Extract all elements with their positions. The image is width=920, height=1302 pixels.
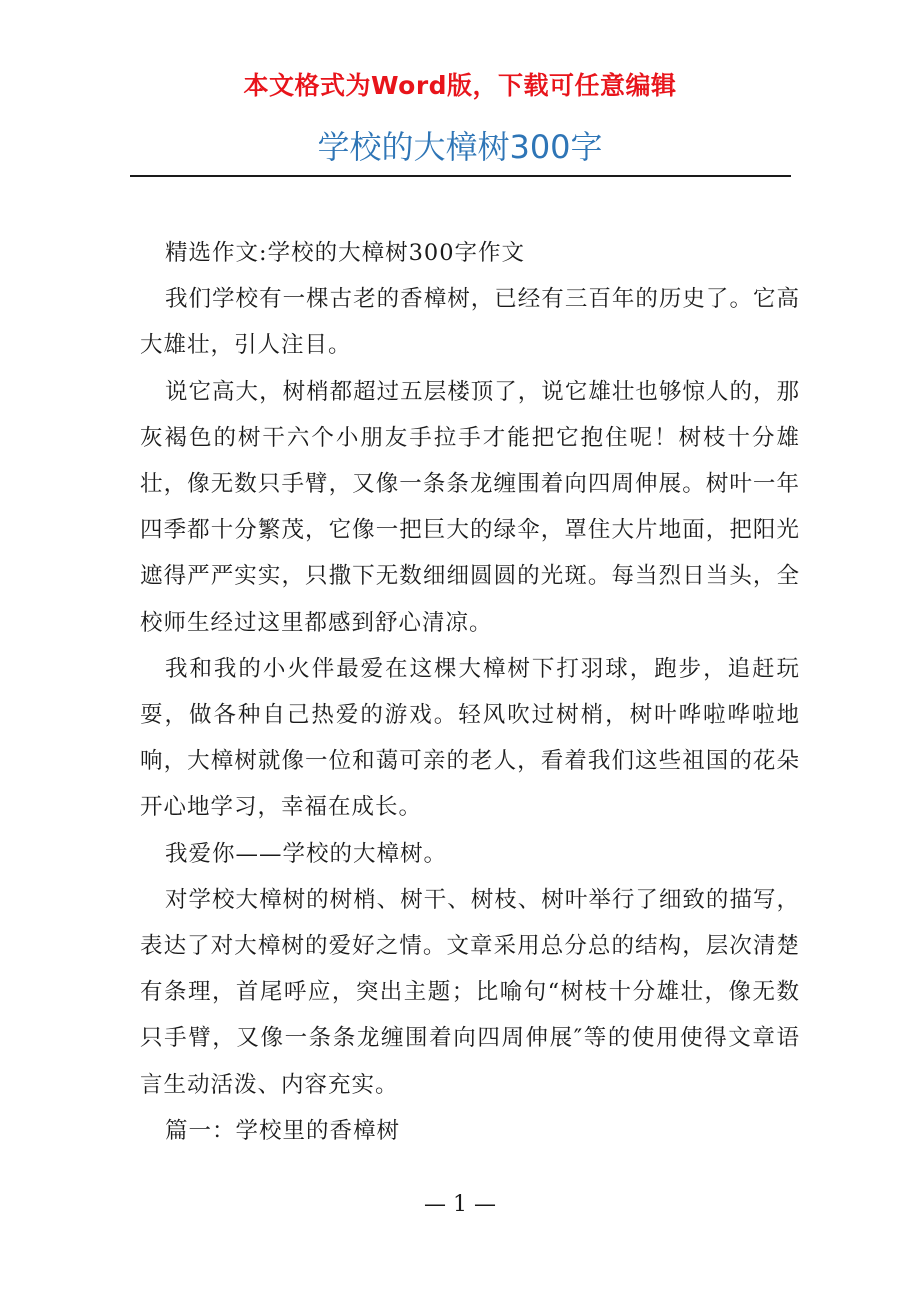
- document-title: 学校的大樟树300字: [317, 128, 603, 166]
- section-heading: 篇一：学校里的香樟树: [165, 1117, 401, 1144]
- page-number: — 1 —: [424, 1192, 496, 1217]
- document-body: [140, 230, 800, 1154]
- paragraph: 我爱你——学校的大樟树。: [165, 840, 448, 867]
- format-banner: 本文格式为Word版，下载可任意编辑: [243, 71, 677, 100]
- paragraph: 我和我的小火伴最爱在这棵大樟树下打羽球，跑步，追赶玩耍，做各种自己热爱的游戏。轻风吹过树梢，树叶哗啦哗啦地响，大樟树就像一位和蔼可亲的老人，看着我们这些祖国的花朵开心地学习，幸福在成长。: [140, 655, 800, 821]
- paragraph: 对学校大樟树的树梢、树干、树枝、树叶举行了细致的描写，表达了对大樟树的爱好之情。文章采用总分总的结构，层次清楚有条理，首尾呼应，突出主题；比喻句“树枝十分雄壮，像无数只手臂，又像一条条龙缠围着向四周伸展″等的使用使得文章语言生动活泼、内容充实。: [140, 886, 800, 1098]
- paragraph: 说它高大，树梢都超过五层楼顶了，说它雄壮也够惊人的，那灰褐色的树干六个小朋友手拉手才能把它抱住呢！树枝十分雄壮，像无数只手臂，又像一条条龙缠围着向四周伸展。树叶一年四季都十分繁茂，它像一把巨大的绿伞，罩住大片地面，把阳光遮得严严实实，只撒下无数细细圆圆的光斑。每当烈日当头，全校师生经过这里都感到舒心清凉。: [140, 378, 800, 636]
- paragraph-subtitle: 精选作文:学校的大樟树300字作文: [165, 240, 526, 266]
- paragraph: 我们学校有一棵古老的香樟树，已经有三百年的历史了。它高大雄壮，引人注目。: [140, 286, 800, 359]
- title-divider: [130, 175, 791, 177]
